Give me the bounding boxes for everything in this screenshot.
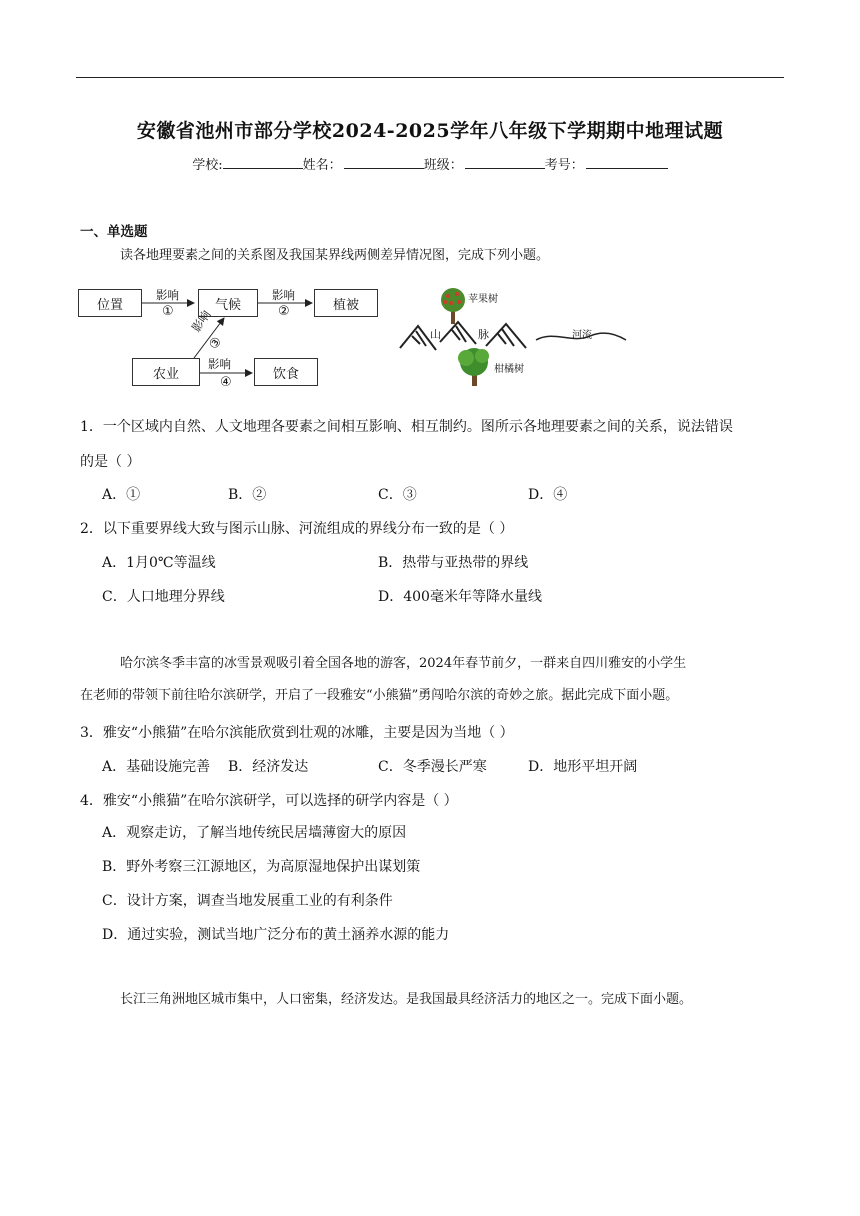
q4-option-a[interactable]: A．观察走访，了解当地传统民居墙薄窗大的原因 — [102, 825, 407, 841]
orange-tree-icon — [458, 348, 489, 386]
q4-option-b[interactable]: B．野外考察三江源地区，为高原湿地保护出谋划策 — [102, 859, 421, 875]
q1-stem-line2: 的是（ ） — [80, 454, 141, 470]
class-label: 班级： — [423, 158, 463, 173]
apple-tree-icon — [441, 288, 465, 324]
school-label: 学校: — [192, 158, 223, 173]
group2-intro-line2: 在老师的带领下前往哈尔滨研学，开启了一段雅安“小熊猫”勇闯哈尔滨的奇妙之旅。据此完成下面小题。 — [80, 688, 679, 703]
q2-option-b[interactable]: B．热带与亚热带的界线 — [378, 555, 529, 571]
orange-tree-label: 柑橘树 — [494, 364, 524, 375]
box-position: 位置 — [78, 289, 142, 317]
q1-option-d[interactable]: D．④ — [528, 487, 568, 503]
arrow-2-label: 影响 — [272, 288, 295, 302]
mountain-label-1: 山 — [430, 328, 441, 341]
boundary-map — [394, 284, 634, 392]
arrow-4-label: 影响 — [208, 357, 231, 371]
group1-intro: 读各地理要素之间的关系图及我国某界线两侧差异情况图，完成下列小题。 — [120, 248, 550, 263]
q1-option-c[interactable]: C．③ — [378, 487, 417, 503]
q2-option-a[interactable]: A．1月0℃等温线 — [102, 555, 216, 571]
arrow-3-number: ③ — [206, 334, 226, 353]
q3-option-d[interactable]: D．地形平坦开阔 — [528, 759, 638, 775]
exam-no-label: 考号： — [544, 158, 584, 173]
header-rule — [76, 77, 784, 78]
arrow-1-label: 影响 — [156, 288, 179, 302]
q2-stem: 2．以下重要界线大致与图示山脉、河流组成的界线分布一致的是（ ） — [80, 521, 514, 537]
q3-option-a[interactable]: A．基础设施完善 — [102, 759, 211, 775]
box-agriculture: 农业 — [132, 358, 200, 386]
section-title: 一、单选题 — [80, 224, 148, 240]
box-climate: 气候 — [198, 289, 258, 317]
box-vegetation: 植被 — [314, 289, 378, 317]
mountain-label-2: 脉 — [478, 328, 489, 341]
name-label: 姓名： — [302, 158, 342, 173]
q3-option-b[interactable]: B．经济发达 — [228, 759, 309, 775]
mountain-range-icon — [400, 322, 526, 350]
arrow-2-number: ② — [278, 304, 290, 319]
group2-intro-line1: 哈尔滨冬季丰富的冰雪景观吸引着全国各地的游客，2024年春节前夕，一群来自四川雅安的小学生 — [120, 656, 687, 671]
apple-tree-label: 苹果树 — [468, 294, 498, 305]
exam-no-field[interactable] — [586, 155, 668, 169]
arrow-4-number: ④ — [220, 375, 232, 390]
river-label: 河流 — [572, 330, 592, 341]
box-diet: 饮食 — [254, 358, 318, 386]
q2-option-d[interactable]: D．400毫米年等降水量线 — [378, 589, 542, 605]
q4-option-c[interactable]: C．设计方案，调查当地发展重工业的有利条件 — [102, 893, 393, 909]
q4-stem: 4．雅安“小熊猫”在哈尔滨研学，可以选择的研学内容是（ ） — [80, 793, 458, 809]
q1-stem-line1: 1．一个区域内自然、人文地理各要素之间相互影响、相互制约。图所示各地理要素之间的关系，说法错误 — [80, 419, 733, 435]
class-field[interactable] — [465, 155, 545, 169]
q3-option-c[interactable]: C．冬季漫长严寒 — [378, 759, 487, 775]
q3-stem: 3．雅安“小熊猫”在哈尔滨能欣赏到壮观的冰雕，主要是因为当地（ ） — [80, 725, 514, 741]
relationship-diagram — [76, 286, 386, 390]
school-field[interactable] — [223, 155, 303, 169]
q2-option-c[interactable]: C．人口地理分界线 — [102, 589, 225, 605]
arrow-1-number: ① — [162, 304, 174, 319]
name-field[interactable] — [344, 155, 424, 169]
group3-intro: 长江三角洲地区城市集中，人口密集，经济发达。是我国最具经济活力的地区之一。完成下面小题。 — [120, 992, 693, 1007]
q1-option-a[interactable]: A．① — [102, 487, 141, 503]
student-info-line — [0, 154, 860, 173]
q4-option-d[interactable]: D．通过实验，测试当地广泛分布的黄土涵养水源的能力 — [102, 927, 450, 943]
q1-option-b[interactable]: B．② — [228, 487, 267, 503]
page-title: 安徽省池州市部分学校2024-2025学年八年级下学期期中地理试题 — [136, 120, 724, 142]
arrow-3-label: 影响 — [188, 307, 214, 335]
